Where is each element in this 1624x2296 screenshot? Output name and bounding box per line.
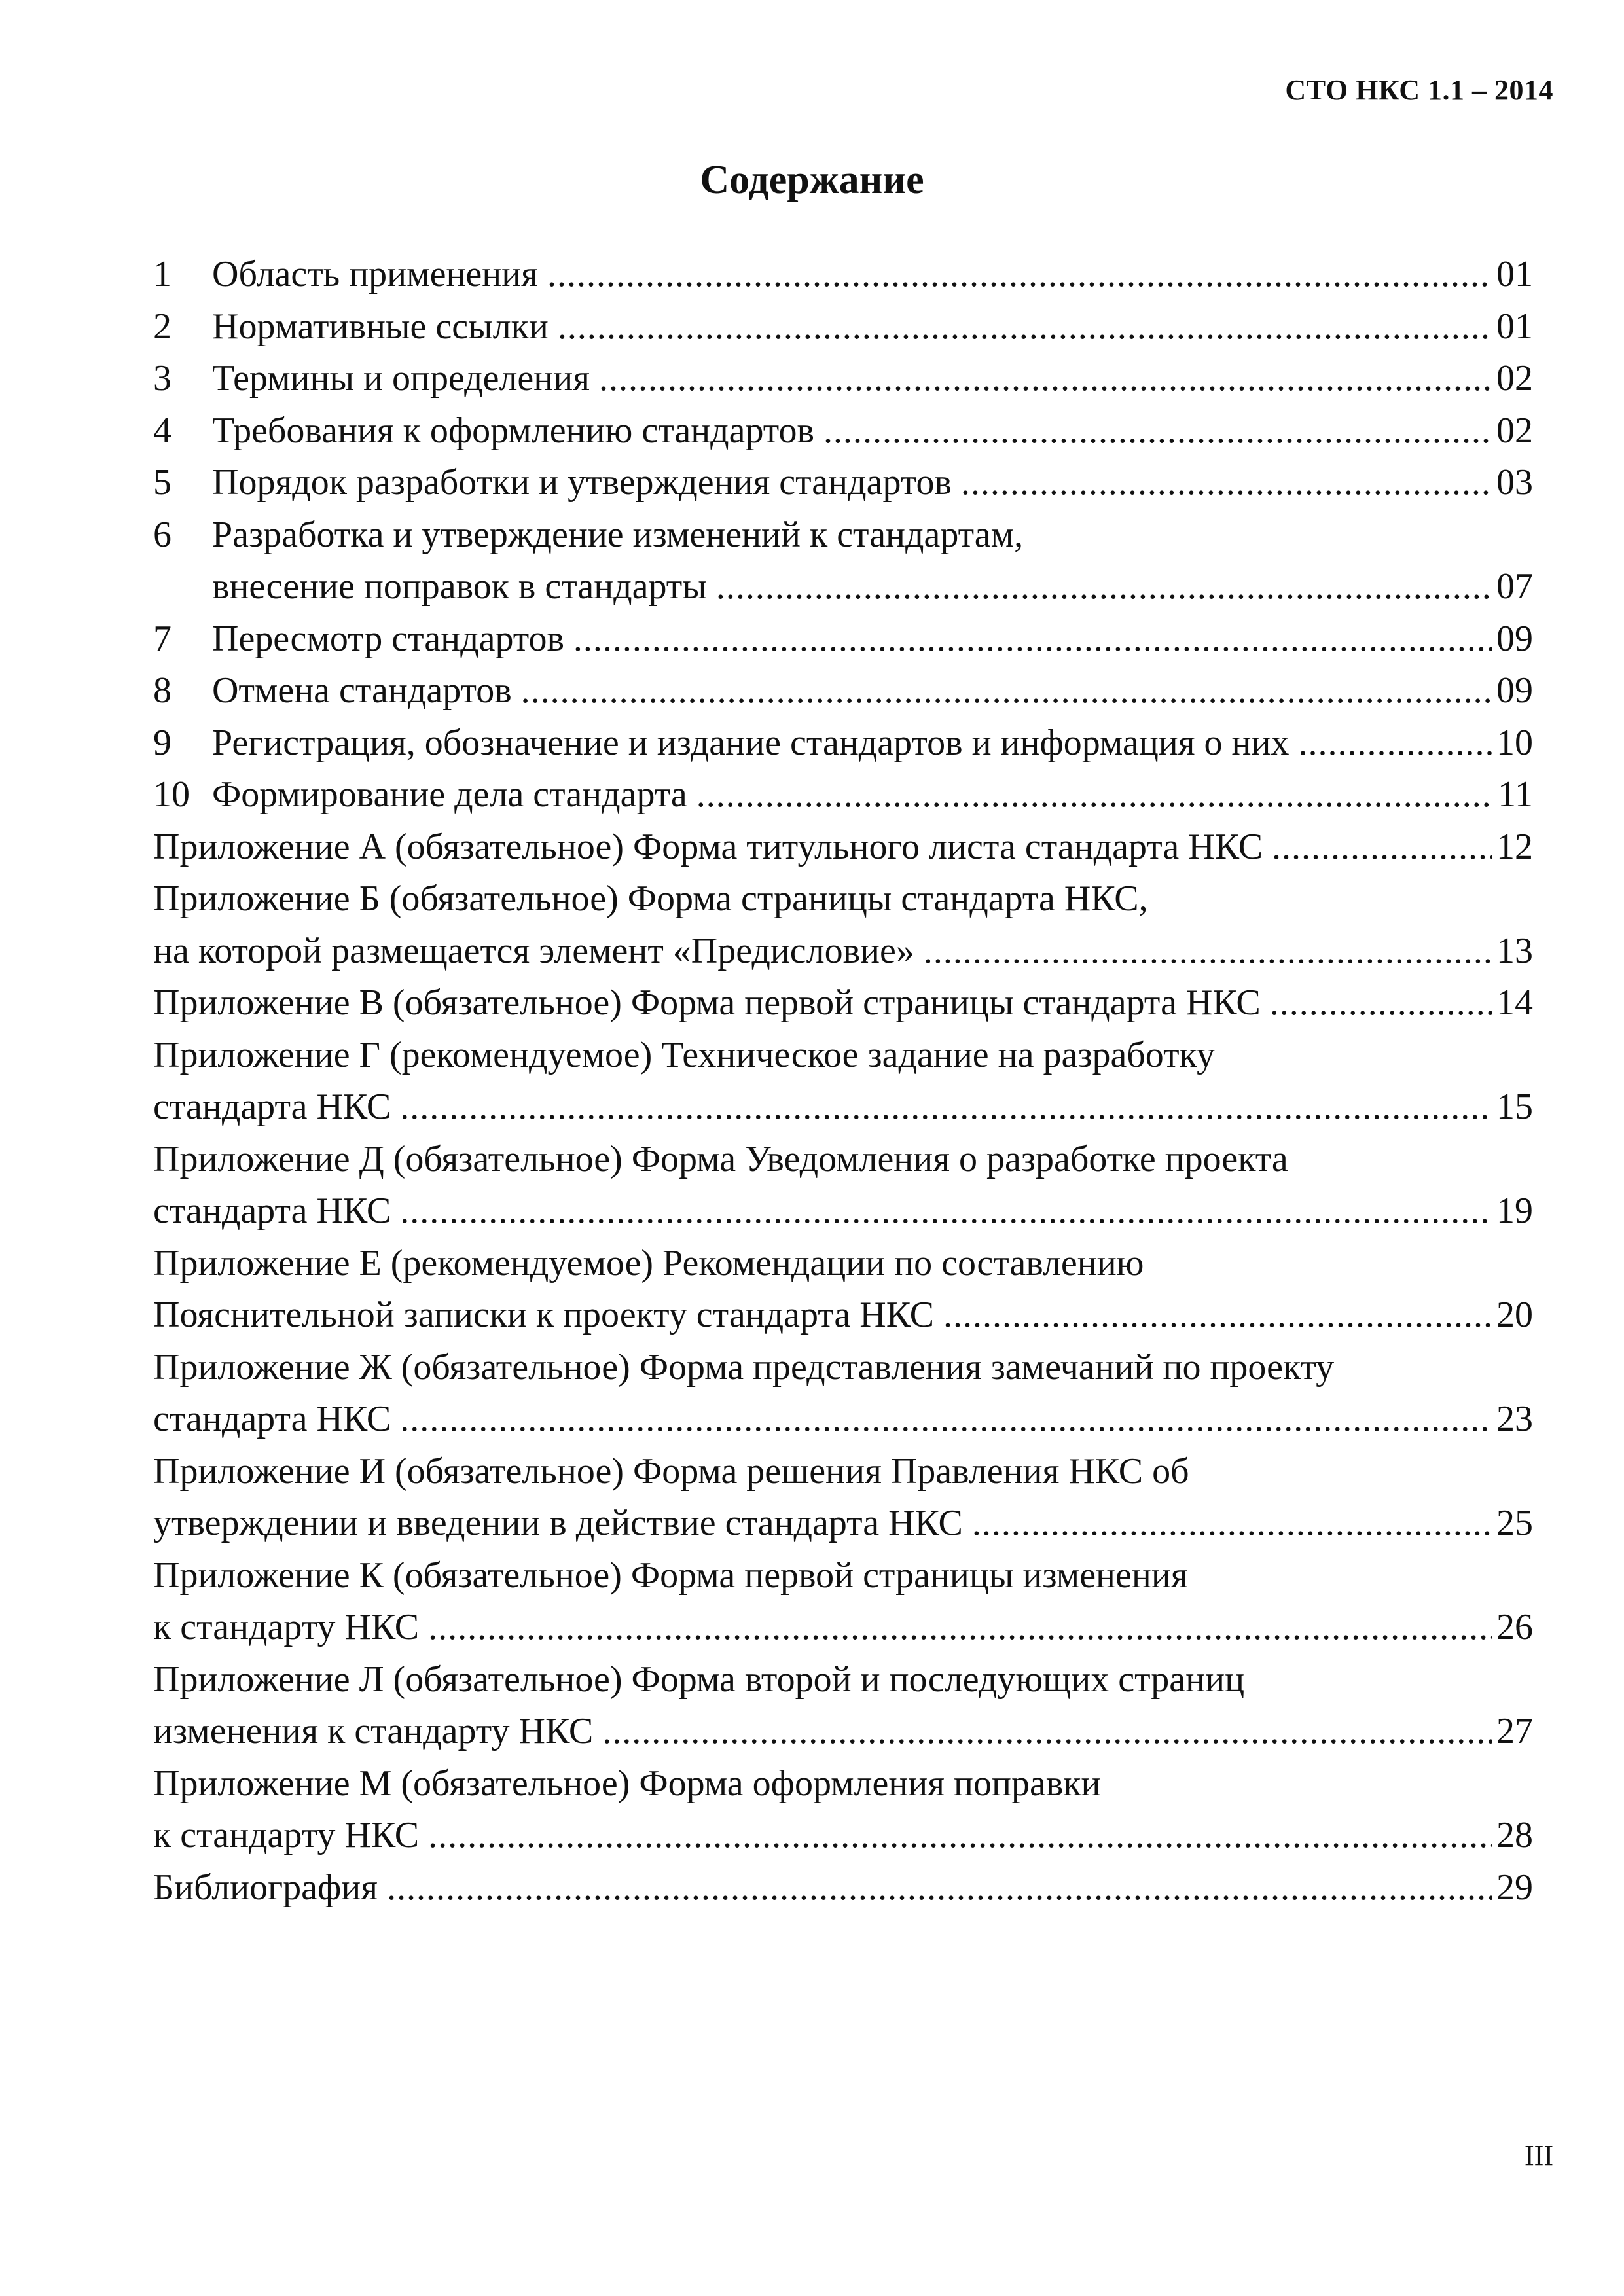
toc-line (153, 301, 1533, 353)
toc-leader-dots (924, 925, 1492, 978)
toc-entry[interactable] (153, 301, 1533, 353)
toc-leader-dots (696, 769, 1494, 821)
toc-entry[interactable] (153, 1030, 1533, 1134)
toc-title: Приложение Ж (обязательное) Форма представления замечаний по проекту (153, 1346, 1335, 1388)
toc-line (153, 1030, 1533, 1082)
toc-title: Приложение К (обязательное) Форма первой страницы изменения (153, 1554, 1188, 1596)
toc-entry[interactable] (153, 405, 1533, 457)
toc-line (153, 821, 1533, 874)
toc-entry[interactable] (153, 665, 1533, 717)
toc-page-number: 10 (1496, 722, 1533, 763)
toc-title: Приложение И (обязательное) Форма решения Правления НКС об (153, 1450, 1189, 1492)
toc-leader-dots (599, 353, 1492, 405)
toc-line (153, 1342, 1533, 1394)
toc-line (153, 1550, 1533, 1602)
toc-line (153, 249, 1533, 301)
toc-title: Приложение Е (рекомендуемое) Рекомендации по составлению (153, 1242, 1144, 1283)
toc-title: Порядок разработки и утверждения стандартов (212, 462, 952, 503)
toc-line (153, 1134, 1533, 1186)
toc-page-number: 11 (1498, 774, 1533, 815)
toc-number: 10 (153, 774, 190, 815)
toc-entry[interactable] (153, 509, 1533, 613)
toc-title: утверждении и введении в действие стандарта НКС (153, 1503, 963, 1543)
toc-page-number: 02 (1496, 358, 1533, 399)
toc-page-number: 25 (1496, 1503, 1533, 1543)
toc-line (153, 1810, 1533, 1862)
toc-number: 3 (153, 358, 171, 399)
toc-title: Регистрация, обозначение и издание стандартов и информация о них (212, 722, 1290, 763)
toc-leader-dots (400, 1393, 1492, 1446)
toc-title: Библиография (153, 1867, 378, 1908)
toc-entry[interactable] (153, 1342, 1533, 1446)
toc-leader-dots (400, 1185, 1492, 1238)
toc-number: 6 (153, 514, 171, 555)
toc-entry[interactable] (153, 1654, 1533, 1758)
toc-entry[interactable] (153, 613, 1533, 666)
toc-page-number: 03 (1496, 462, 1533, 503)
toc-number: 8 (153, 670, 171, 711)
toc-line (153, 1446, 1533, 1498)
toc-page-number: 15 (1496, 1086, 1533, 1127)
toc-entry[interactable] (153, 821, 1533, 874)
toc-title: к стандарту НКС (153, 1815, 420, 1856)
toc-entry[interactable] (153, 1238, 1533, 1342)
toc-entry[interactable] (153, 1446, 1533, 1550)
toc-line (153, 1654, 1533, 1706)
toc-number: 7 (153, 618, 171, 659)
toc-page-number: 20 (1496, 1295, 1533, 1335)
toc-entry[interactable] (153, 873, 1533, 977)
toc-line (153, 1393, 1533, 1446)
toc-leader-dots (428, 1602, 1492, 1654)
toc-title: Приложение В (обязательное) Форма первой страницы стандарта НКС (153, 982, 1261, 1023)
toc-leader-dots (521, 665, 1492, 717)
toc-page-number: 28 (1496, 1815, 1533, 1856)
toc-leader-dots (1298, 717, 1492, 770)
toc-line (153, 457, 1533, 509)
toc-leader-dots (1270, 977, 1492, 1030)
toc-entry[interactable] (153, 249, 1533, 301)
toc-number: 9 (153, 722, 171, 763)
toc-title: Отмена стандартов (212, 670, 512, 711)
toc-line (153, 665, 1533, 717)
toc-leader-dots (961, 457, 1492, 509)
toc-entry[interactable] (153, 1134, 1533, 1238)
toc-leader-dots (400, 1081, 1492, 1134)
toc-entry[interactable] (153, 769, 1533, 821)
toc-title: Приложение Д (обязательное) Форма Уведомления о разработке проекта (153, 1138, 1288, 1179)
toc-title: Приложение М (обязательное) Форма оформления поправки (153, 1763, 1101, 1804)
toc-entry[interactable] (153, 1550, 1533, 1654)
toc-leader-dots (573, 613, 1492, 666)
toc-page-number: 01 (1496, 254, 1533, 295)
toc-page-number: 27 (1496, 1711, 1533, 1751)
toc-title: Нормативные ссылки (212, 306, 549, 347)
toc-leader-dots (387, 1862, 1492, 1914)
toc-number: 1 (153, 254, 171, 295)
toc-line (153, 1081, 1533, 1134)
toc-page-number: 12 (1496, 826, 1533, 867)
toc-title: Пояснительной записки к проекту стандарта НКС (153, 1295, 935, 1335)
toc-leader-dots (547, 249, 1492, 301)
page-title: Содержание (700, 158, 924, 202)
toc-leader-dots (558, 301, 1492, 353)
toc-title: Приложение Г (рекомендуемое) Техническое задание на разработку (153, 1034, 1215, 1075)
toc-title: стандарта НКС (153, 1191, 391, 1231)
toc-line (153, 561, 1533, 613)
toc-title: стандарта НКС (153, 1086, 391, 1127)
toc-number: 2 (153, 306, 171, 347)
toc-line (153, 769, 1533, 821)
page-number: III (1525, 2140, 1553, 2172)
toc-line (153, 613, 1533, 666)
toc-line (153, 977, 1533, 1030)
toc-line (153, 353, 1533, 405)
toc-title: на которой размещается элемент «Предисловие» (153, 930, 914, 971)
toc-line (153, 1289, 1533, 1342)
toc-entry[interactable] (153, 977, 1533, 1030)
toc-title: Формирование дела стандарта (212, 774, 687, 815)
toc-page-number: 01 (1496, 306, 1533, 347)
toc-line (153, 925, 1533, 978)
toc-leader-dots (602, 1706, 1492, 1758)
toc-title: стандарта НКС (153, 1399, 391, 1439)
toc-line (153, 717, 1533, 770)
toc-title: Приложение Б (обязательное) Форма страницы стандарта НКС, (153, 878, 1148, 919)
toc-number: 5 (153, 462, 171, 503)
toc-page-number: 23 (1496, 1399, 1533, 1439)
toc-line (153, 873, 1533, 925)
toc-entry[interactable] (153, 353, 1533, 405)
toc-page-number: 13 (1496, 930, 1533, 971)
toc-title: Пересмотр стандартов (212, 618, 564, 659)
toc-title: Термины и определения (212, 358, 590, 399)
toc-leader-dots (428, 1810, 1492, 1862)
toc-leader-dots (943, 1289, 1492, 1342)
toc-line (153, 509, 1533, 562)
toc-entry[interactable] (153, 1758, 1533, 1862)
toc-line (153, 1498, 1533, 1550)
toc-title: Область применения (212, 254, 538, 295)
toc-line (153, 1185, 1533, 1238)
toc-page-number: 19 (1496, 1191, 1533, 1231)
toc-title: Приложение Л (обязательное) Форма второй и последующих страниц (153, 1659, 1245, 1700)
toc-page-number: 26 (1496, 1607, 1533, 1647)
toc-page-number: 14 (1496, 982, 1533, 1023)
document-code: СТО НКС 1.1 – 2014 (1285, 74, 1553, 106)
toc-leader-dots (716, 561, 1492, 613)
toc-title: изменения к стандарту НКС (153, 1711, 594, 1751)
toc-page-number: 09 (1496, 670, 1533, 711)
toc-title: внесение поправок в стандарты (212, 566, 707, 607)
toc-line (153, 1706, 1533, 1758)
toc-leader-dots (972, 1498, 1492, 1550)
toc-title: к стандарту НКС (153, 1607, 420, 1647)
toc-line (153, 1238, 1533, 1290)
toc-entry[interactable] (153, 717, 1533, 770)
toc-line (153, 1862, 1533, 1914)
toc-number: 4 (153, 410, 171, 451)
toc-page-number: 09 (1496, 618, 1533, 659)
toc-page-number: 29 (1496, 1867, 1533, 1908)
table-of-contents (153, 249, 1533, 1914)
toc-title: Разработка и утверждение изменений к стандартам, (212, 514, 1024, 555)
toc-title: Требования к оформлению стандартов (212, 410, 814, 451)
toc-title: Приложение А (обязательное) Форма титульного листа стандарта НКС (153, 826, 1263, 867)
toc-leader-dots (1272, 821, 1492, 874)
toc-line (153, 1602, 1533, 1654)
toc-line (153, 405, 1533, 457)
toc-line (153, 1758, 1533, 1810)
toc-page-number: 02 (1496, 410, 1533, 451)
toc-entry[interactable] (153, 1862, 1533, 1914)
toc-leader-dots (823, 405, 1492, 457)
toc-page-number: 07 (1496, 566, 1533, 607)
toc-entry[interactable] (153, 457, 1533, 509)
